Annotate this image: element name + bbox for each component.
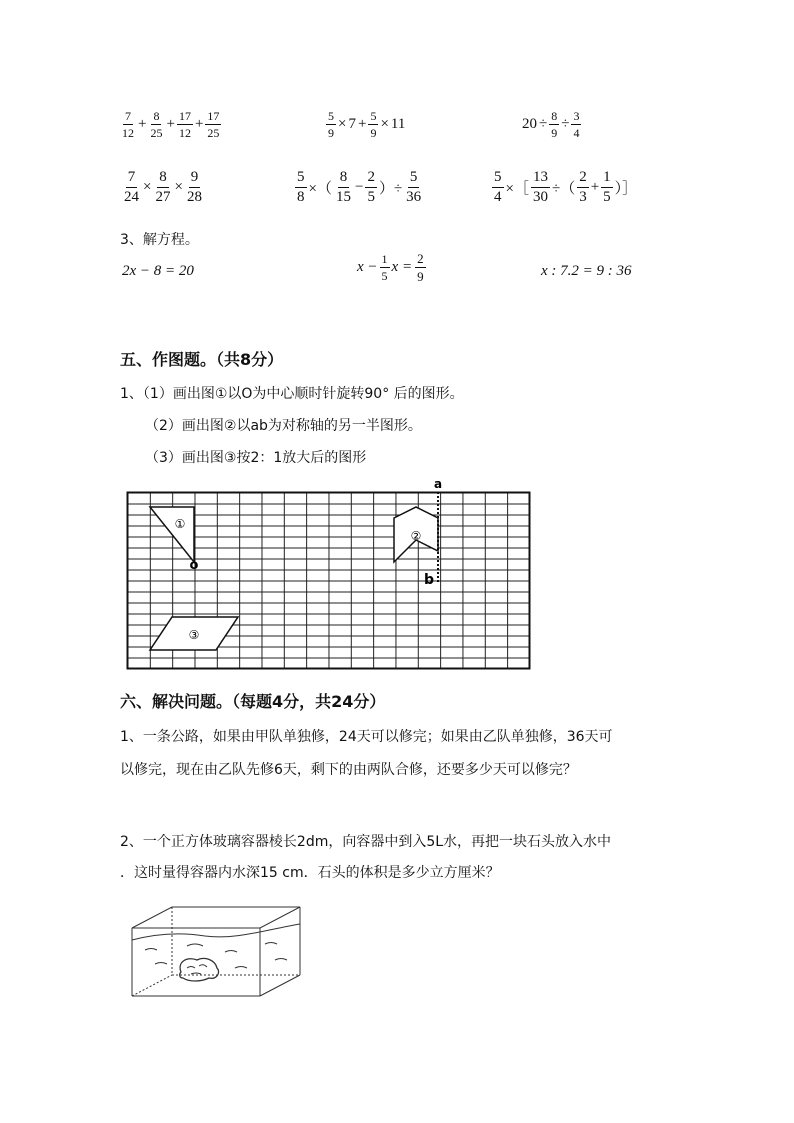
fraction: $\frac{5}{36}$ [406,169,422,205]
equation-1: 2x − 8 = 20 [122,263,194,279]
calc-r2c: $\frac{5}{4}$ ×［ $\frac{13}{30}$ ÷（ $\frac{2}{3}$ + $\frac{1}{5}$ ）］ [494,169,638,205]
fraction: $\frac{5}{9}$ [370,109,377,140]
fraction: $\frac{2}{5}$ [367,169,375,205]
fraction: $\frac{5}{8}$ [297,169,305,205]
equation-3: x : 7.2 = 9 : 36 [541,263,632,279]
fraction: $\frac{3}{4}$ [573,109,580,140]
section5-line1: 1、（1）画出图①以O为中心顺时针旋转90° 后的图形。 [120,386,464,402]
point-o-label: o [189,558,199,573]
fraction: $\frac{13}{30}$ [532,169,548,205]
glass-container-illustration [125,902,310,1002]
section5-title: 五、作图题。（共8分） [120,350,284,369]
fraction: $\frac{17}{25}$ [207,109,220,140]
figure-1-triangle [150,507,194,562]
fraction: $\frac{1}{5}$ [381,252,388,283]
fraction: $\frac{5}{4}$ [494,169,502,205]
fraction: $\frac{17}{12}$ [178,109,191,140]
fraction: $\frac{2}{3}$ [579,169,587,205]
section6-title: 六、解决问题。（每题4分，共24分） [120,692,386,711]
section5-line3: （3）画出图③按2：1放大后的图形 [145,450,367,466]
point-b-label: b [423,572,435,588]
fraction: $\frac{1}{5}$ [603,169,611,205]
point-a-label: a [433,478,443,491]
figure-2-label: ② [410,529,422,543]
fraction: $\frac{2}{9}$ [417,251,424,284]
section5-line2: （2）画出图②以ab为对称轴的另一半图形。 [145,418,422,434]
section6-q2-line1: 2、一个正方体玻璃容器棱长2dm，向容器中到入5L水，再把一块石头放入水中 [120,834,612,850]
calc-r2b: $\frac{5}{8}$ ×（ $\frac{8}{15}$ − $\frac{2}{5}$ ）÷ $\frac{5}{36}$ [297,169,422,205]
calc-r1b: $\frac{5}{9}$ × 7 + $\frac{5}{9}$ × 11 [328,109,406,140]
drawing-grid [120,478,540,672]
fraction: $\frac{7}{12}$ [122,109,134,140]
section6-q1-line1: 1、一条公路，如果由甲队单独修，24天可以修完；如果由乙队单独修，36天可 [120,729,613,745]
section6-q2-line2: ．这时量得容器内水深15 cm．石头的体积是多少立方厘米？ [120,865,500,881]
section6-q1-line2: 以修完，现在由乙队先修6天，剩下的由两队合修，还要多少天可以修完？ [120,762,577,778]
fraction: $\frac{7}{24}$ [124,169,139,205]
calc-r2a: $\frac{7}{24}$ × $\frac{8}{27}$ × $\frac{9}{28}$ [124,169,202,205]
calc-r1a: $\frac{7}{12}$ + $\frac{8}{25}$ + $\frac{17}{12}$ + $\frac{17}{25}$ [122,109,220,140]
fraction: $\frac{8}{25}$ [150,109,163,140]
figure-1-label: ① [174,517,186,531]
equation-2: x − $\frac{1}{5}$ x = $\frac{2}{9}$ [357,251,424,284]
fraction: $\frac{8}{15}$ [335,169,351,205]
fraction: $\frac{5}{9}$ [328,109,334,140]
calc-r1c: 20 ÷ $\frac{8}{9}$ ÷ $\frac{3}{4}$ [522,109,580,140]
figure-3-label: ③ [188,628,200,642]
q3-title: 3、解方程。 [120,232,199,248]
fraction: $\frac{8}{9}$ [551,109,558,140]
fraction: $\frac{8}{27}$ [155,169,171,205]
fraction: $\frac{9}{28}$ [186,169,202,205]
